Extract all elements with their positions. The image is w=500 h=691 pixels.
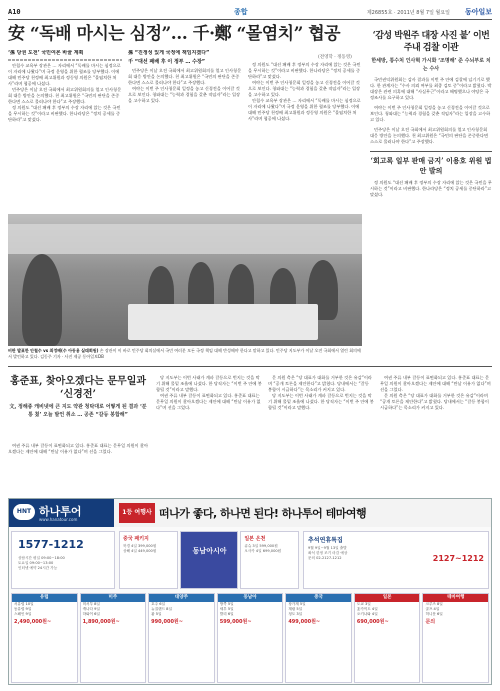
ad-destination-row: 미서부 8일 bbox=[82, 602, 100, 606]
travel-advertisement bbox=[8, 498, 492, 685]
hanatour-logo-icon: HNT bbox=[13, 504, 35, 520]
article-paragraph: 민주당은 이날 오전 국회에서 최고위원회의를 열고 인사청문회 대응 방안을 논의했다. 천 최고위원은 “국민의 판단을 존중한다면 스스로 물러나야 한다”고 주장했다. bbox=[128, 68, 242, 85]
ad-feature-line: 북경 4일 399,000원 bbox=[123, 544, 157, 548]
photo-backdrop bbox=[8, 224, 362, 254]
ad-destination-title: 테마여행 bbox=[423, 594, 488, 602]
ad-destination-price: 599,000원~ bbox=[219, 619, 252, 625]
ad-destination-row: 서유럽 10일 bbox=[14, 602, 34, 606]
news-photo bbox=[8, 214, 362, 346]
ad-destination-cell bbox=[285, 593, 352, 683]
photo-caption-lead: 비판 발표한 안철수 vs 최정배(수 아동용 실태회원) bbox=[8, 348, 99, 353]
sidebar-body: 여야는 이번 주 인사청문회 일정을 놓고 신경전을 이어갈 것으로 보인다. 청와대는 “능력과 경험을 갖춘 적임자”라는 입장을 고수하고 있다. bbox=[370, 105, 491, 122]
ad-feature-boxes bbox=[119, 531, 299, 589]
ad-feature-lines bbox=[244, 544, 295, 554]
article-kicker-1: ‘孫 당권 도전’ 국민여론 바꿀 계획 bbox=[8, 50, 84, 56]
ad-feature-title: 일본 온천 bbox=[244, 536, 266, 542]
ad-feature-line: 큐슈 3일 599,000원 bbox=[244, 544, 278, 548]
ad-special-lines bbox=[308, 546, 418, 561]
ad-slogan: 떠나가 좋다, 하나면 된다! 하나투어 테마여행 bbox=[159, 507, 367, 520]
ad-special-number: 2127~1212 bbox=[432, 554, 484, 563]
ad-special-line: 문의 02-2127-1212 bbox=[308, 556, 342, 560]
article-paragraph: 문 의원 측은 “당 대표가 대화를 거부한 것은 유감”이라며 “공개 토론을 제안한다”고 밝혔다. 당내에서는 “갈등 봉합이 시급하다”는 목소리가 커지고 있다. bbox=[380, 393, 489, 410]
second-article-headline: 홍준표, 찾아오겠다는 문무일과 ‘신경전’ bbox=[9, 376, 147, 400]
sidebar-subhead: 한세방, 통수처 인사혁 가시화 ‘조명해’ 준 수뇌부로 치는 수사 bbox=[371, 58, 491, 72]
ad-destination-row: 크루즈 8일 bbox=[425, 602, 443, 606]
ad-destination-cell bbox=[80, 593, 147, 683]
ad-badge: 1등 여행사 bbox=[119, 503, 155, 523]
article-column-2 bbox=[128, 50, 242, 210]
person-figure bbox=[22, 254, 62, 346]
ad-feature-lines bbox=[123, 544, 174, 554]
ad-destination-title: 유럽 bbox=[12, 594, 77, 602]
ad-destination-cell bbox=[217, 593, 284, 683]
article-paragraph: 민주당은 이날 오전 국회에서 최고위원회의를 열고 인사청문회 대응 방안을 논의했다. 천 최고위원은 “국민의 판단을 존중한다면 스스로 물러나야 한다”고 주장했다. bbox=[8, 87, 122, 104]
ad-special-line: 좌석 한정 조기 마감 예상 bbox=[308, 551, 348, 555]
ad-feature-box bbox=[119, 531, 178, 589]
article-column bbox=[156, 375, 262, 495]
ad-destination-row: 방콕 5일 bbox=[219, 602, 234, 606]
article-paragraph: 여야는 이번 주 인사청문회 일정을 놓고 신경전을 이어갈 것으로 보인다. 청와대는 “능력과 경험을 갖춘 적임자”라는 입장을 고수하고 있다. bbox=[248, 80, 361, 97]
ad-destination-row: 호주 6일 bbox=[151, 602, 165, 606]
ad-destination-row: 골프 4일 bbox=[425, 607, 440, 611]
article-kicker-3: 千 “대선 패배 후 이 정부 … 수장” bbox=[128, 59, 206, 65]
article-paragraph: 정 의원도 “대선 패배 후 정부의 수장 자리에 앉는 것은 국민을 무시하는 것”이라고 비판했다. 한나라당은 “정치 공세를 중단하라”고 맞섰다. bbox=[248, 62, 361, 79]
ad-destination-row: 스페인 9일 bbox=[14, 612, 32, 616]
article-paragraph: 정 의원도 “대선 패배 후 정부의 수장 자리에 앉는 것은 국민을 무시하는 것”이라고 비판했다. 한나라당은 “정치 공세를 중단하라”고 맞섰다. bbox=[8, 105, 121, 122]
photo-caption-body: 손 장관이 이 바로 민주당 회의실에서 국민 여러분 모든 국정 책임 대해 반성해야 한다고 말하고 있다. 민주당 지도부가 이날 오전 국회에서 열린 회의에서 발언하고 있다. 김동주 기자 · 사진 제공 동아일보DB bbox=[8, 348, 361, 359]
main-headline: 安 “독배 마시는 심정”… 千·鄭 “몰염치” 협공 bbox=[8, 24, 341, 44]
ad-destination-row: 괌 5일 bbox=[151, 612, 162, 616]
ad-destination-row: 동유럽 9일 bbox=[14, 607, 32, 611]
ad-feature-title: 중국 패키지 bbox=[123, 536, 149, 542]
ad-destination-price: 문의 bbox=[425, 619, 436, 625]
ad-destination-row: 발리 6일 bbox=[219, 612, 234, 616]
ad-special-box bbox=[303, 531, 489, 589]
ad-url: www.hanatour.com bbox=[39, 517, 78, 522]
ad-destination-cell bbox=[148, 593, 215, 683]
ad-phone-info bbox=[18, 556, 110, 571]
article-column-3 bbox=[248, 62, 362, 210]
ad-destination-cell bbox=[11, 593, 78, 683]
article-column bbox=[268, 375, 374, 495]
ad-destination-row: 하와이 6일 bbox=[82, 612, 100, 616]
section-label: 종합 bbox=[234, 8, 248, 16]
photo-caption bbox=[8, 348, 362, 359]
ad-destination-row: 도쿄 3일 bbox=[356, 602, 371, 606]
ad-phone-line: 토요일 09:00~13:00 bbox=[18, 561, 54, 565]
article-paragraph: 당 지도부는 이번 사태가 계파 갈등으로 번지는 것을 막기 위해 물밑 조율에 나섰다. 한 당직자는 “이번 주 안에 봉합될 것”이라고 말했다. bbox=[156, 375, 262, 392]
ad-destination-cell bbox=[422, 593, 489, 683]
ad-feature-box bbox=[240, 531, 299, 589]
ad-destination-price: 2,490,000원~ bbox=[14, 619, 52, 625]
article-paragraph: 여권 주류 내부 갈등이 표면화되고 있다. 홍준표 대표는 문무일 의원이 찾아오겠다는 제안에 대해 “만날 이유가 없다”며 선을 그었다. bbox=[156, 393, 261, 410]
divider bbox=[8, 59, 122, 61]
page-number: A10 bbox=[8, 8, 21, 16]
main-byline: (전영학 · 정동영) bbox=[318, 55, 352, 60]
sidebar-body: 민주당은 이날 오전 국회에서 최고위원회의를 열고 인사청문회 대응 방안을 논의했다. 천 최고위원은 “국민의 판단을 존중한다면 스스로 물러나야 한다”고 주장했다. bbox=[370, 127, 488, 144]
ad-destination-row: 계림 5일 bbox=[288, 607, 303, 611]
article-paragraph: 안철수 교육부 장관은 … 자리에서 “독배를 마시는 심정으로 이 자리에 나왔다”며 국정 운영을 위한 협조를 당부했다. 이에 대해 민주당 천정배 최고위원과 정동영 의원은 “몰염치한 처사”라며 협공에 나섰다. bbox=[8, 63, 121, 86]
second-article-subhead: 文, 정해종 캐비넷에 큰 지도 약관 청탁대로 어떻게 된 결과 ‘분통 쳤’ 오늘 발언 취소 … 공존 “갈등 봉합해” bbox=[9, 404, 147, 418]
ad-destination-title: 대양주 bbox=[149, 594, 214, 602]
ad-phone-box bbox=[11, 531, 115, 589]
newspaper-brand: 동아일보 bbox=[464, 8, 492, 16]
ad-phone-line: 상담시간 평일 09:00~18:00 bbox=[18, 556, 65, 560]
ad-feature-line: 상해 4일 449,000원 bbox=[123, 549, 157, 553]
article-column bbox=[380, 375, 492, 495]
ad-destination-price: 690,000원~ bbox=[356, 619, 389, 625]
newspaper-page bbox=[8, 6, 492, 685]
ad-destination-row: 뉴질랜드 8일 bbox=[151, 607, 172, 611]
sidebar-body: 국민권익위원회는 감사 결과를 이번 주 안에 검찰에 넘기기로 했다. 한 관계자는 “수사 의뢰 여부를 최종 검토 중”이라고 밝혔다. 박 대장은 관련 의혹에 대해 “사실무근”이라고 해명했으나 야당은 국정조사를 요구하고 있다. bbox=[370, 77, 492, 100]
ad-destination-row: 장가계 5일 bbox=[288, 602, 306, 606]
ad-feature-line: 오사카 4일 699,000원 bbox=[244, 549, 282, 553]
meeting-table bbox=[128, 304, 318, 340]
masthead bbox=[8, 6, 492, 20]
article-paragraph: 문 의원 측은 “당 대표가 대화를 거부한 것은 유감”이라며 “공개 토론을 제안한다”고 밝혔다. 당내에서는 “갈등 봉합이 시급하다”는 목소리가 커지고 있다. bbox=[268, 375, 372, 392]
ad-destination-row: 오키나와 4일 bbox=[356, 612, 378, 616]
sidebar-headline-2: ‘회고록 일부 판매 금지’ 이용호 위원 법안 발의 bbox=[370, 151, 492, 176]
article-paragraph: 여야는 이번 주 인사청문회 일정을 놓고 신경전을 이어갈 것으로 보인다. 청와대는 “능력과 경험을 갖춘 적임자”라는 입장을 고수하고 있다. bbox=[128, 86, 241, 103]
article-paragraph: 여권 주류 내부 갈등이 표면화되고 있다. 홍준표 대표는 문무일 의원이 찾아오겠다는 제안에 대해 “만날 이유가 없다”며 선을 그었다. bbox=[380, 375, 491, 392]
ad-destination-row: 청도 3일 bbox=[288, 612, 303, 616]
ad-destination-title: 일본 bbox=[355, 594, 420, 602]
article-paragraph: 안철수 교육부 장관은 … 자리에서 “독배를 마시는 심정으로 이 자리에 나왔다”며 국정 운영을 위한 협조를 당부했다. 이에 대해 민주당 천정배 최고위원과 정동영 의원은 “몰염치한 처사”라며 협공에 나섰다. bbox=[248, 98, 361, 121]
ad-destination-price: 990,000원~ bbox=[151, 619, 183, 625]
ad-destination-price: 499,000원~ bbox=[288, 619, 321, 625]
ad-destination-title: 중국 bbox=[286, 594, 351, 602]
ad-feature-box bbox=[180, 531, 239, 589]
ad-special-line: 9월 9일~9월 13일 출발 bbox=[308, 546, 347, 550]
ad-destination-row: 세부 5일 bbox=[219, 607, 234, 611]
ad-destination-title: 미주 bbox=[81, 594, 146, 602]
ad-destination-row: 홋카이도 4일 bbox=[356, 607, 378, 611]
article-column bbox=[8, 443, 148, 495]
ad-special-title: 추석연휴특집 bbox=[308, 537, 343, 544]
ad-phone-line: 인터넷 예약 24시간 가능 bbox=[18, 566, 58, 570]
sidebar-headline: ‘감성 박원주 대장 사진 붙’ 이번 주내 검찰 이관 bbox=[372, 31, 490, 53]
ad-destination-title: 동남아 bbox=[218, 594, 283, 602]
ad-destination-price: 1,890,000원~ bbox=[82, 619, 120, 625]
ad-feature-title: 동남아시아 bbox=[192, 547, 227, 555]
article-paragraph: 여권 주류 내부 갈등이 표면화되고 있다. 홍준표 대표는 문무일 의원이 찾아오겠다는 제안에 대해 “만날 이유가 없다”며 선을 그었다. bbox=[8, 443, 148, 454]
ad-header bbox=[9, 499, 491, 527]
ad-destination-row: 허니문 6일 bbox=[425, 612, 443, 616]
ad-phone-number: 1577-1212 bbox=[18, 538, 84, 551]
ad-destination-grid bbox=[11, 593, 489, 683]
second-article bbox=[8, 366, 492, 496]
article-kicker-2: 孫 “진정성 있게 국정에 책임지겠다” bbox=[128, 50, 210, 56]
article-column-1 bbox=[8, 50, 122, 210]
ad-destination-row: 캐나다 9일 bbox=[82, 607, 100, 611]
sidebar-article bbox=[370, 30, 492, 198]
issue-meta: 제26855호 · 2011년 8월 7일 월요일 bbox=[366, 10, 450, 16]
article-paragraph: 당 지도부는 이번 사태가 계파 갈등으로 번지는 것을 막기 위해 물밑 조율에 나섰다. 한 당직자는 “이번 주 안에 봉합될 것”이라고 말했다. bbox=[268, 393, 374, 410]
sidebar-body: 정 의원도 “대선 패배 후 정부의 수장 자리에 앉는 것은 국민을 무시하는 것”이라고 비판했다. 한나라당은 “정치 공세를 중단하라”고 맞섰다. bbox=[370, 180, 492, 197]
ad-destination-cell bbox=[354, 593, 421, 683]
ad-company-name: 하나투어 bbox=[39, 505, 82, 518]
